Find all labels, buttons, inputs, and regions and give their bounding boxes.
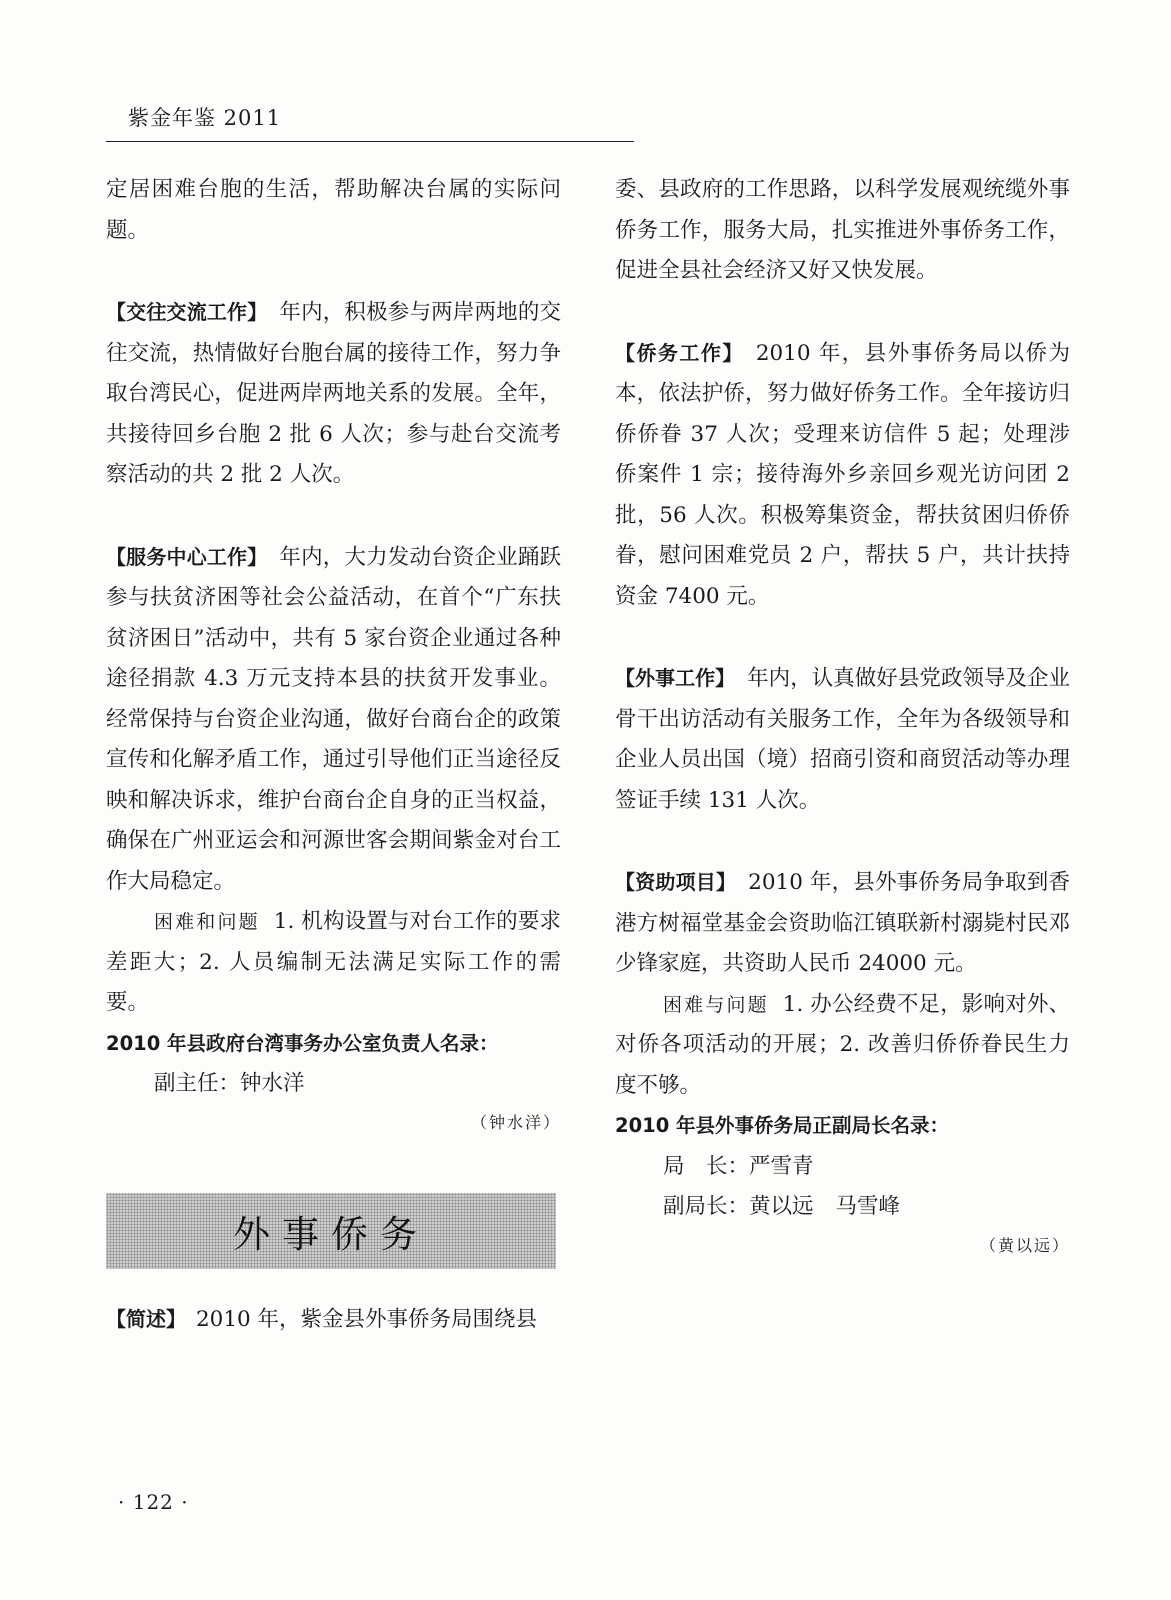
problems-label: 困难与问题	[663, 993, 769, 1016]
paragraph-continued: 定居困难台胞的生活，帮助解决台属的实际问题。	[106, 177, 561, 243]
problems-label: 困难和问题	[154, 911, 260, 933]
section-banner	[106, 1193, 556, 1269]
entry-keyword: 【服务中心工作】	[106, 544, 268, 569]
entry-keyword: 【资助项目】	[615, 870, 737, 894]
author-credit: （黄以远）	[979, 1235, 1070, 1255]
page-number: · 122 ·	[118, 1490, 189, 1514]
roster-name: 马雪峰	[835, 1194, 901, 1219]
entry-overview	[106, 1299, 561, 1341]
problems-paragraph	[615, 985, 1070, 1107]
entry-keyword: 【交往交流工作】	[106, 300, 268, 324]
section-title: 外事侨务	[233, 1212, 429, 1256]
entry-text: 2010 年，县外事侨务局争取到香港方树福堂基金会资助临江镇联新村溺毙村民邓少锋家庭，共资助人民币 24000 元。	[615, 870, 1070, 976]
entry-overseas-chinese	[615, 333, 1070, 618]
roster-title: 2010 年县政府台湾事务办公室负责人名录：	[106, 1031, 499, 1055]
right-column	[615, 170, 1070, 1264]
entry-text: 年内，认真做好县党政领导及企业骨干出访活动有关服务工作，全年为各级领导和企业人员出国（境）招商引资和商贸活动等办理签证手续 131 人次。	[615, 666, 1070, 813]
roster-title: 2010 年县外事侨务局正副局长名录：	[615, 1114, 950, 1137]
roster-name: 副局长：黄以远	[663, 1194, 814, 1219]
entry-keyword: 【侨务工作】	[615, 340, 744, 365]
running-header: 紫金年鉴 2011	[128, 106, 282, 130]
entry-text: 年内，积极参与两岸两地的交往交流，热情做好台胞台属的接待工作，努力争取台湾民心，促进两岸两地关系的发展。全年，共接待回乡台胞 2 批 6 人次；参与赴台交流考察活动的共 2 批 2 人次。	[106, 300, 561, 487]
entry-exchange	[106, 292, 561, 496]
problems-paragraph	[106, 902, 561, 1024]
header-rule	[106, 141, 634, 142]
entry-keyword: 【简述】	[106, 1306, 186, 1331]
left-column	[106, 170, 561, 1340]
entry-funding	[615, 862, 1070, 985]
entry-service-center	[106, 537, 561, 903]
paragraph-continued: 委、县政府的工作思路，以科学发展观统缆外事侨务工作，服务大局，扎实推进外事侨务工作，促进全县社会经济又好又快发展。	[615, 177, 1070, 283]
entry-foreign-affairs	[615, 658, 1070, 821]
roster-line: 副主任：钟水洋	[154, 1071, 305, 1096]
roster-line: 局 长：严雪青	[663, 1153, 814, 1179]
problems-text: 1. 机构设置与对台工作的要求差距大；2. 人员编制无法满足实际工作的需要。	[106, 909, 561, 1015]
entry-keyword: 【外事工作】	[615, 666, 736, 690]
problems-text: 1. 办公经费不足，影响对外、对侨各项活动的开展；2. 改善归侨侨眷民生力度不够。	[615, 991, 1070, 1098]
entry-text: 年内，大力发动台资企业踊跃参与扶贫济困等社会公益活动，在首个“广东扶贫济困日”活动中，共有 5 家台资企业通过各种途径捐款 4.3 万元支持本县的扶贫开发事业。经常保持与台资企业沟通，做好台商台企的政策宣传和化解矛盾工作，通过引导他们正当途径反映和解决诉求，维护台商台企自身的正当权益，确保在广州亚运会和河源世客会期间紫金对台工作大局稳定。	[106, 544, 561, 894]
entry-text: 2010 年，紫金县外事侨务局围绕县	[196, 1306, 538, 1332]
author-credit: （钟水洋）	[470, 1112, 561, 1132]
entry-text: 2010 年，县外事侨务局以侨为本，依法护侨，努力做好侨务工作。全年接访归侨侨眷 37 人次；受理来访信件 5 起；处理涉侨案件 1 宗；接待海外乡亲回乡观光访问团 2 批，56 人次。积极筹集资金，帮扶贫困归侨侨眷，慰问困难党员 2 户，帮扶 5 户，共计扶持资金 7400 元。	[615, 340, 1070, 609]
roster-line	[615, 1187, 1070, 1228]
